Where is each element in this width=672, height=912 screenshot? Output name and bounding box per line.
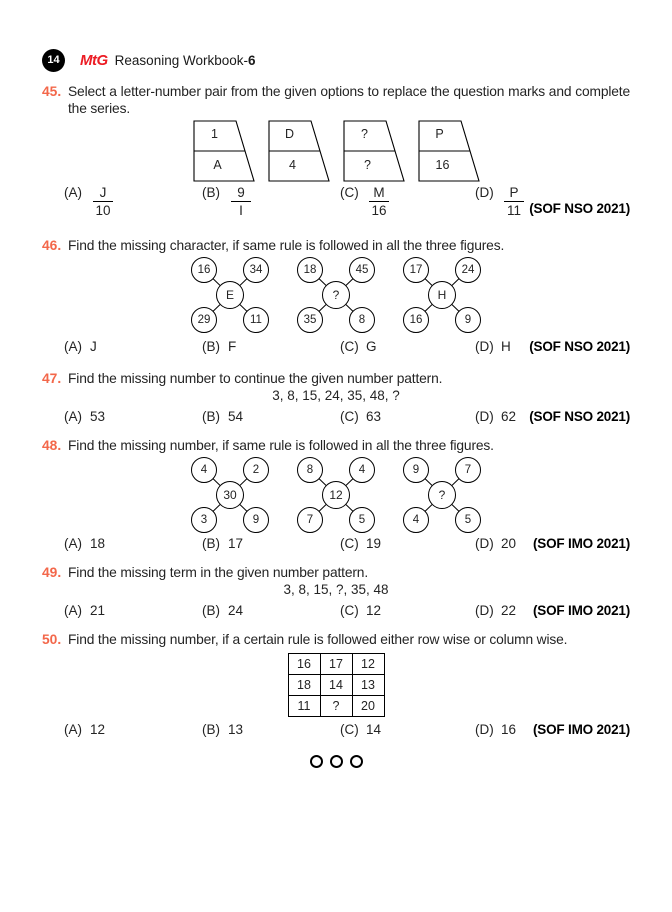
figure-center-value: 30: [216, 481, 244, 509]
figure-bottom-right-value: 9: [243, 507, 269, 533]
option-label: (B): [202, 536, 220, 551]
grid-cell: ?: [320, 696, 352, 717]
option-c: [340, 409, 381, 424]
number-pattern: 3, 8, 15, ?, 35, 48: [283, 582, 389, 597]
question-number: 50.: [42, 632, 62, 647]
option-value: 54: [228, 409, 244, 424]
figure-bottom-right-value: 11: [243, 307, 269, 333]
trapezoid-top-value: ?: [361, 127, 368, 141]
figure-top-left-value: 9: [403, 457, 429, 483]
trapezoid-series: [42, 120, 630, 182]
question-46: [42, 237, 630, 359]
option-value: H: [501, 339, 511, 354]
trapezoid-bottom-value: 16: [435, 158, 450, 172]
number-pattern: 3, 8, 15, 24, 35, 48, ?: [272, 388, 400, 403]
option-label: (A): [64, 536, 82, 551]
option-value: 20: [501, 536, 517, 551]
book-number: 6: [248, 52, 256, 68]
option-b: [202, 339, 236, 354]
question-text: Find the missing number, if a certain rule is followed either row wise or column wise.: [68, 632, 568, 647]
option-value: 13: [228, 722, 244, 737]
trapezoid-top-value: D: [284, 127, 295, 141]
circle-figure: [186, 456, 274, 534]
option-c: [340, 722, 381, 737]
option-d: [475, 409, 516, 424]
number-grid: [288, 653, 385, 717]
question-48-head: [42, 437, 630, 454]
option-value: 63: [366, 409, 382, 424]
section-end-marker: [42, 755, 630, 768]
book-title: Reasoning Workbook-: [114, 52, 248, 68]
trapezoid-top-value: P: [435, 127, 444, 141]
option-label: (A): [64, 185, 82, 200]
option-d: [475, 603, 516, 618]
option-label: (C): [340, 603, 359, 618]
option-value: 19: [366, 536, 382, 551]
ring-icon: [310, 755, 323, 768]
grid-cell: 11: [288, 696, 320, 717]
option-value: 12: [366, 603, 382, 618]
option-label: (A): [64, 603, 82, 618]
options-row: [42, 722, 630, 742]
option-a: [64, 722, 105, 737]
option-b: [202, 722, 243, 737]
option-value: J: [90, 339, 97, 354]
circle-figure: [186, 256, 274, 334]
trapezoid-bottom-value: A: [213, 158, 222, 172]
option-label: (C): [340, 722, 359, 737]
source-tag: (SOF NSO 2021): [529, 339, 630, 354]
figure-top-right-value: 7: [455, 457, 481, 483]
figure-bottom-left-value: 3: [191, 507, 217, 533]
option-c: [340, 603, 381, 618]
option-value: 62: [501, 409, 517, 424]
figure-center-value: ?: [322, 281, 350, 309]
grid-row: [288, 654, 384, 675]
circle-figures-row: [42, 456, 630, 534]
option-label: (A): [64, 339, 82, 354]
option-c: [340, 185, 389, 218]
question-number: 46.: [42, 238, 62, 253]
fraction-numerator: P: [504, 185, 524, 202]
question-number: 48.: [42, 438, 62, 453]
question-47-head: [42, 370, 630, 387]
source-tag: (SOF IMO 2021): [533, 722, 630, 737]
figure-top-right-value: 4: [349, 457, 375, 483]
option-label: (D): [475, 536, 494, 551]
question-number: 45.: [42, 84, 62, 99]
option-value: 24: [228, 603, 244, 618]
figure-bottom-left-value: 35: [297, 307, 323, 333]
figure-center-value: ?: [428, 481, 456, 509]
circle-figures-row: [42, 256, 630, 334]
question-46-head: [42, 237, 630, 254]
figure-bottom-right-value: 5: [349, 507, 375, 533]
option-label: (B): [202, 722, 220, 737]
figure-bottom-left-value: 29: [191, 307, 217, 333]
option-label: (B): [202, 409, 220, 424]
figure-center-value: H: [428, 281, 456, 309]
option-c: [340, 339, 377, 354]
figure-bottom-left-value: 4: [403, 507, 429, 533]
figure-top-left-value: 18: [297, 257, 323, 283]
ring-icon: [350, 755, 363, 768]
figure-top-left-value: 4: [191, 457, 217, 483]
ring-icon: [330, 755, 343, 768]
question-number: 47.: [42, 371, 62, 386]
option-label: (C): [340, 409, 359, 424]
option-a: [64, 185, 113, 218]
option-d: [475, 339, 511, 354]
option-a: [64, 536, 105, 551]
option-label: (D): [475, 603, 494, 618]
option-value: G: [366, 339, 377, 354]
figure-center-value: E: [216, 281, 244, 309]
option-label: (C): [340, 536, 359, 551]
figure-bottom-left-value: 7: [297, 507, 323, 533]
option-fraction: [369, 185, 389, 218]
question-number: 49.: [42, 565, 62, 580]
question-49: [42, 564, 630, 623]
fraction-numerator: J: [93, 185, 113, 202]
trapezoid-figure: [418, 120, 480, 182]
figure-center-value: 12: [322, 481, 350, 509]
trapezoid-top-value: 1: [211, 127, 218, 141]
question-50-head: [42, 631, 630, 648]
trapezoid-figure: [193, 120, 255, 182]
grid-cell: 12: [352, 654, 384, 675]
option-label: (C): [340, 185, 359, 200]
option-a: [64, 603, 105, 618]
question-45: [42, 83, 630, 231]
option-b: [202, 185, 251, 218]
figure-bottom-right-value: 5: [455, 507, 481, 533]
question-49-head: [42, 564, 630, 581]
figure-bottom-right-value: 8: [349, 307, 375, 333]
trapezoid-figure: [268, 120, 330, 182]
source-tag: (SOF IMO 2021): [533, 603, 630, 618]
fraction-numerator: 9: [231, 185, 251, 202]
option-label: (D): [475, 409, 494, 424]
option-d: [475, 722, 516, 737]
option-b: [202, 409, 243, 424]
grid-row: [288, 696, 384, 717]
question-48: [42, 437, 630, 556]
grid-cell: 14: [320, 675, 352, 696]
source-tag: (SOF NSO 2021): [529, 201, 630, 216]
option-label: (B): [202, 339, 220, 354]
option-value: F: [228, 339, 237, 354]
question-text: Find the missing number, if same rule is followed in all the three figures.: [68, 438, 494, 453]
figure-top-left-value: 8: [297, 457, 323, 483]
fraction-denominator: I: [239, 203, 243, 218]
option-label: (D): [475, 185, 494, 200]
options-row: [42, 409, 630, 429]
option-value: 12: [90, 722, 106, 737]
fraction-denominator: 10: [95, 203, 111, 218]
grid-cell: 16: [288, 654, 320, 675]
fraction-numerator: M: [369, 185, 389, 202]
figure-top-left-value: 17: [403, 257, 429, 283]
circle-figure: [292, 256, 380, 334]
option-value: 17: [228, 536, 244, 551]
option-value: 22: [501, 603, 517, 618]
grid-cell: 20: [352, 696, 384, 717]
option-d: [475, 185, 524, 218]
figure-top-right-value: 24: [455, 257, 481, 283]
question-text: Select a letter-number pair from the given options to replace the question marks and complete the series.: [68, 84, 630, 116]
page-header: [42, 48, 630, 72]
option-c: [340, 536, 381, 551]
grid-cell: 13: [352, 675, 384, 696]
figure-top-right-value: 34: [243, 257, 269, 283]
mtg-logo: MtG: [80, 51, 108, 69]
circle-figure: [292, 456, 380, 534]
option-label: (A): [64, 409, 82, 424]
option-d: [475, 536, 516, 551]
option-fraction: [93, 185, 113, 218]
option-label: (D): [475, 722, 494, 737]
circle-figure: [398, 256, 486, 334]
option-value: 16: [501, 722, 517, 737]
question-text: Find the missing number to continue the given number pattern.: [68, 371, 443, 386]
option-label: (A): [64, 722, 82, 737]
option-a: [64, 409, 105, 424]
option-b: [202, 603, 243, 618]
page-number-badge: 14: [42, 49, 65, 72]
question-text: Find the missing term in the given number pattern.: [68, 565, 369, 580]
option-label: (B): [202, 185, 220, 200]
grid-row: [288, 675, 384, 696]
option-a: [64, 339, 97, 354]
options-row: [42, 603, 630, 623]
figure-top-right-value: 2: [243, 457, 269, 483]
question-45-head: [42, 83, 630, 117]
option-fraction: [504, 185, 524, 218]
option-value: 14: [366, 722, 382, 737]
trapezoid-figure: [343, 120, 405, 182]
fraction-denominator: 11: [506, 203, 521, 218]
option-label: (C): [340, 339, 359, 354]
options-row: [42, 536, 630, 556]
fraction-denominator: 16: [371, 203, 387, 218]
option-value: 18: [90, 536, 106, 551]
figure-bottom-right-value: 9: [455, 307, 481, 333]
question-47: [42, 370, 630, 429]
figure-bottom-left-value: 16: [403, 307, 429, 333]
page-content: [42, 48, 630, 768]
options-row: [42, 339, 630, 359]
source-tag: (SOF NSO 2021): [529, 409, 630, 424]
option-fraction: [231, 185, 251, 218]
figure-top-left-value: 16: [191, 257, 217, 283]
question-50: [42, 631, 630, 742]
grid-cell: 17: [320, 654, 352, 675]
figure-top-right-value: 45: [349, 257, 375, 283]
question-text: Find the missing character, if same rule is followed in all the three figures.: [68, 238, 505, 253]
grid-cell: 18: [288, 675, 320, 696]
trapezoid-bottom-value: ?: [364, 158, 371, 172]
option-label: (D): [475, 339, 494, 354]
option-value: 21: [90, 603, 106, 618]
circle-figure: [398, 456, 486, 534]
trapezoid-bottom-value: 4: [289, 158, 296, 172]
source-tag: (SOF IMO 2021): [533, 536, 630, 551]
options-row: [42, 185, 630, 231]
option-label: (B): [202, 603, 220, 618]
option-b: [202, 536, 243, 551]
option-value: 53: [90, 409, 106, 424]
